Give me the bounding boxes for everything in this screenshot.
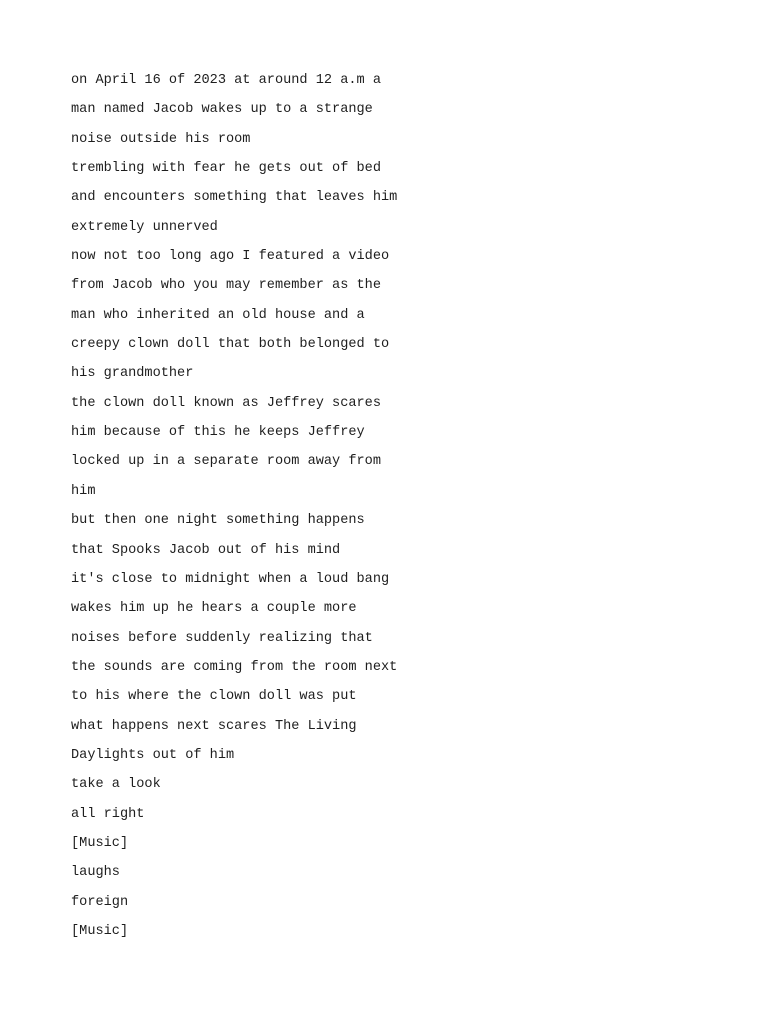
- transcript-line: his grandmother: [71, 366, 194, 382]
- transcript-line: extremely unnerved: [71, 219, 218, 235]
- transcript-line: locked up in a separate room away from: [71, 454, 381, 470]
- transcript-line: from Jacob who you may remember as the: [71, 278, 381, 294]
- transcript-line: man named Jacob wakes up to a strange: [71, 102, 373, 118]
- transcript-line: now not too long ago I featured a video: [71, 249, 390, 265]
- transcript-line: laughs: [71, 865, 120, 881]
- transcript-line: the clown doll known as Jeffrey scares: [71, 395, 381, 411]
- transcript-line: on April 16 of 2023 at around 12 a.m a: [71, 73, 381, 88]
- transcript-line: but then one night something happens: [71, 513, 365, 529]
- transcript-line: trembling with fear he gets out of bed: [71, 161, 381, 177]
- transcript-line: him: [71, 483, 96, 499]
- transcript-line: it's close to midnight when a loud bang: [71, 571, 390, 587]
- transcript-line: him because of this he keeps Jeffrey: [71, 425, 365, 441]
- transcript-line: noises before suddenly realizing that: [71, 630, 373, 646]
- transcript-line: take a look: [71, 777, 161, 793]
- transcript-line: what happens next scares The Living: [71, 718, 357, 734]
- transcript-line: [Music]: [71, 923, 129, 939]
- transcript-line: all right: [71, 806, 145, 822]
- transcript-line: foreign: [71, 894, 129, 910]
- transcript-text: [71, 66, 691, 946]
- transcript-line: Daylights out of him: [71, 747, 235, 763]
- transcript-line: to his where the clown doll was put: [71, 689, 357, 705]
- transcript-line: creepy clown doll that both belonged to: [71, 337, 390, 353]
- transcript-line: noise outside his room: [71, 131, 251, 147]
- transcript-line: the sounds are coming from the room next: [71, 659, 398, 675]
- transcript-line: and encounters something that leaves him: [71, 190, 398, 206]
- transcript-line: wakes him up he hears a couple more: [71, 601, 357, 617]
- transcript-line: that Spooks Jacob out of his mind: [71, 542, 341, 558]
- transcript-line: man who inherited an old house and a: [71, 307, 365, 323]
- transcript-line: [Music]: [71, 835, 129, 851]
